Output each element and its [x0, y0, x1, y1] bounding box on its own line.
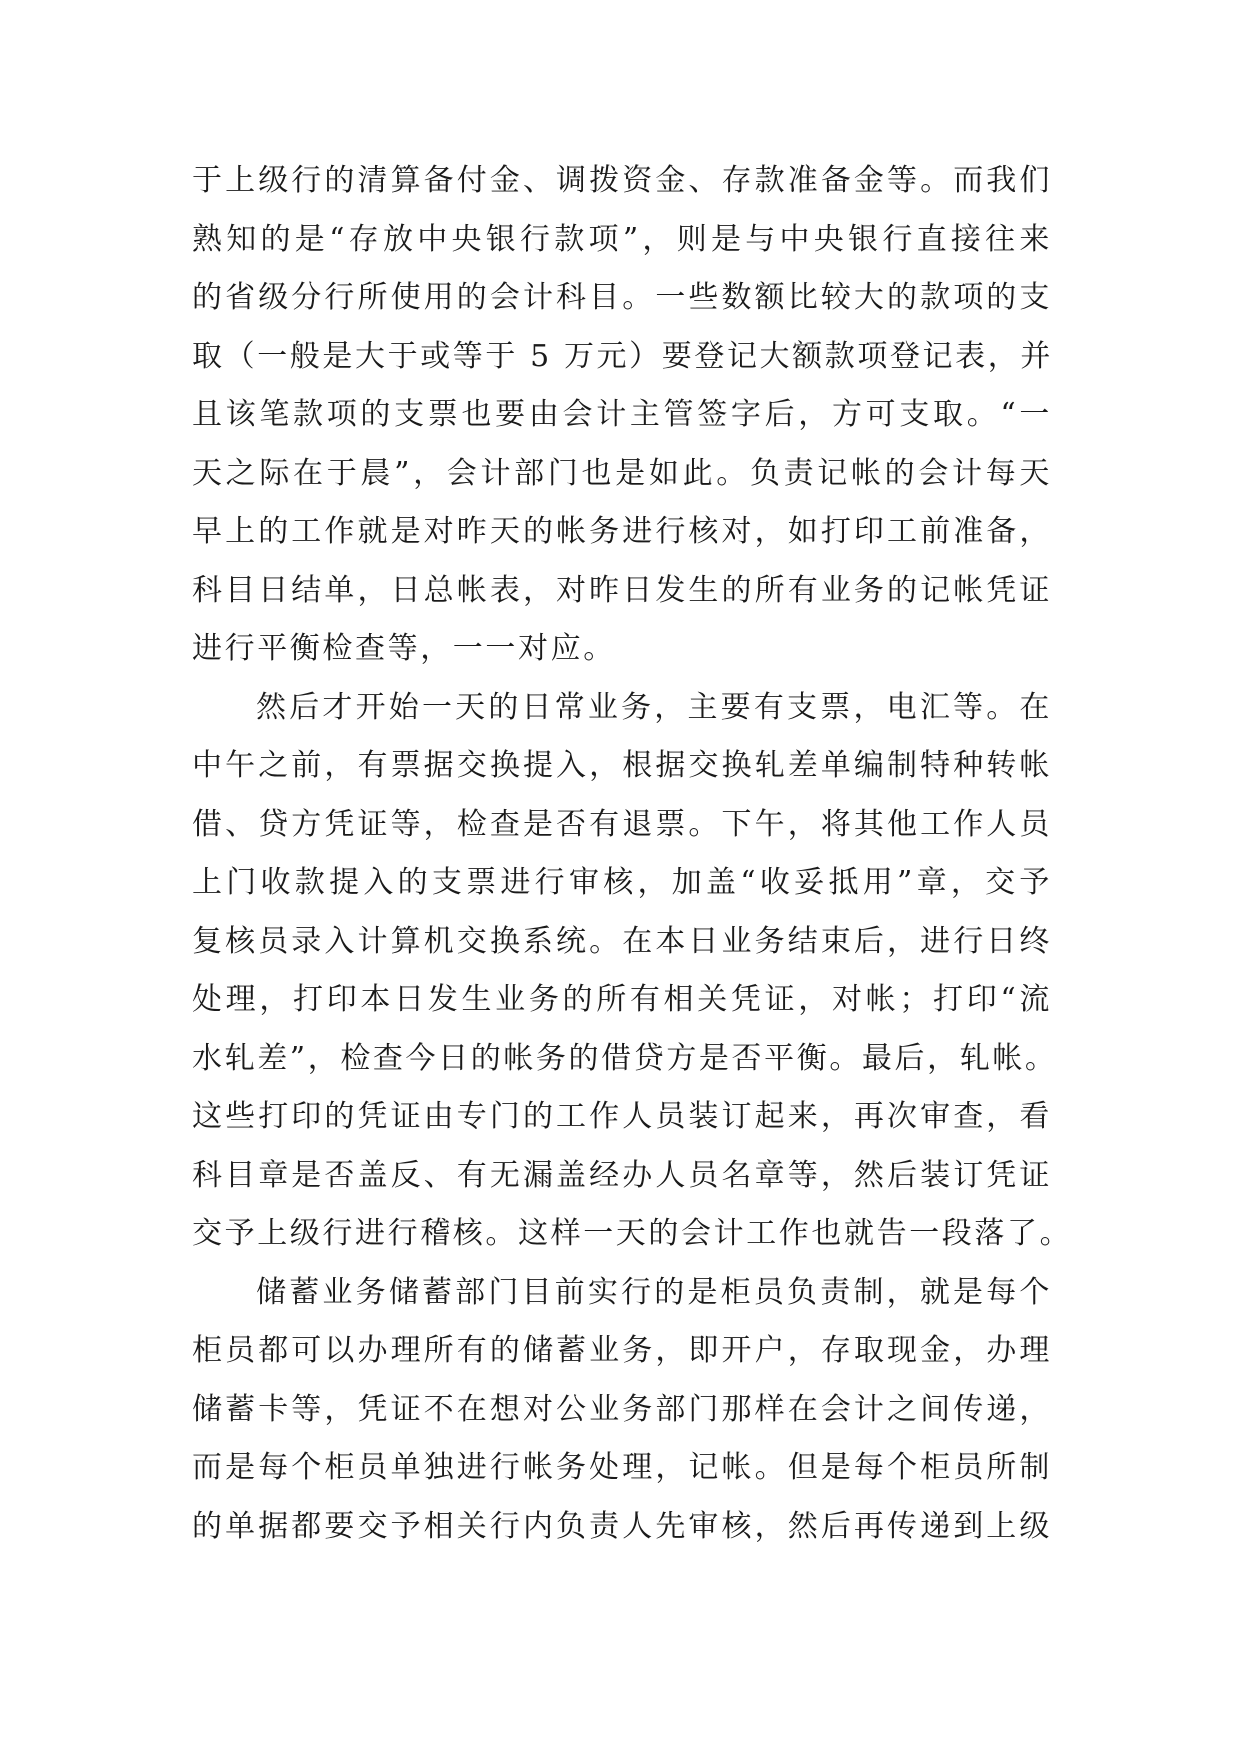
- text-line: 中午之前，有票据交换提入，根据交换轧差单编制特种转帐: [192, 748, 1052, 783]
- text-line: 储蓄卡等，凭证不在想对公业务部门那样在会计之间传递，: [192, 1391, 1052, 1427]
- text-line: 早上的工作就是对昨天的帐务进行核对，如打印工前准备，: [192, 514, 1052, 549]
- text-line: 的单据都要交予相关行内负责人先审核，然后再传递到上级: [192, 1508, 1052, 1544]
- text-line: 取（一般是大于或等于 5 万元）要登记大额款项登记表，并: [192, 338, 1053, 374]
- text-line: 科目日结单，日总帐表，对昨日发生的所有业务的记帐凭证: [192, 572, 1052, 608]
- text-line: 处理，打印本日发生业务的所有相关凭证，对帐；打印“流: [192, 982, 1052, 1017]
- text-line: 熟知的是“存放中央银行款项”，则是与中央银行直接往来: [192, 221, 1052, 257]
- text-line: 交予上级行进行稽核。这样一天的会计工作也就告一段落了。: [192, 1216, 1073, 1251]
- text-line: 借、贷方凭证等，检查是否有退票。下午，将其他工作人员: [192, 806, 1052, 842]
- text-line: 且该笔款项的支票也要由会计主管签字后，方可支取。“一: [192, 397, 1052, 432]
- text-line: 上门收款提入的支票进行审核，加盖“收妥抵用”章，交予: [192, 865, 1052, 900]
- text-line: 的省级分行所使用的会计科目。一些数额比较大的款项的支: [192, 280, 1052, 315]
- text-line: 然后才开始一天的日常业务，主要有支票，电汇等。在: [256, 689, 1052, 725]
- text-line: 复核员录入计算机交换系统。在本日业务结束后，进行日终: [192, 923, 1052, 959]
- text-line: 天之际在于晨”，会计部门也是如此。负责记帐的会计每天: [192, 455, 1052, 491]
- text-line: 进行平衡检查等，一一对应。: [192, 631, 616, 666]
- text-line: 水轧差”，检查今日的帐务的借贷方是否平衡。最后，轧帐。: [192, 1040, 1058, 1076]
- text-line: 储蓄业务储蓄部门目前实行的是柜员负责制，就是每个: [256, 1274, 1052, 1310]
- document-body: [192, 152, 1073, 1556]
- text-line: 这些打印的凭证由专门的工作人员装订起来，再次审查，看: [192, 1099, 1052, 1134]
- text-line: 而是每个柜员单独进行帐务处理，记帐。但是每个柜员所制: [192, 1450, 1052, 1485]
- text-line: 科目章是否盖反、有无漏盖经办人员名章等，然后装订凭证: [192, 1157, 1052, 1193]
- text-line: 柜员都可以办理所有的储蓄业务，即开户，存取现金，办理: [192, 1333, 1052, 1368]
- text-line: 于上级行的清算备付金、调拨资金、存款准备金等。而我们: [192, 163, 1052, 198]
